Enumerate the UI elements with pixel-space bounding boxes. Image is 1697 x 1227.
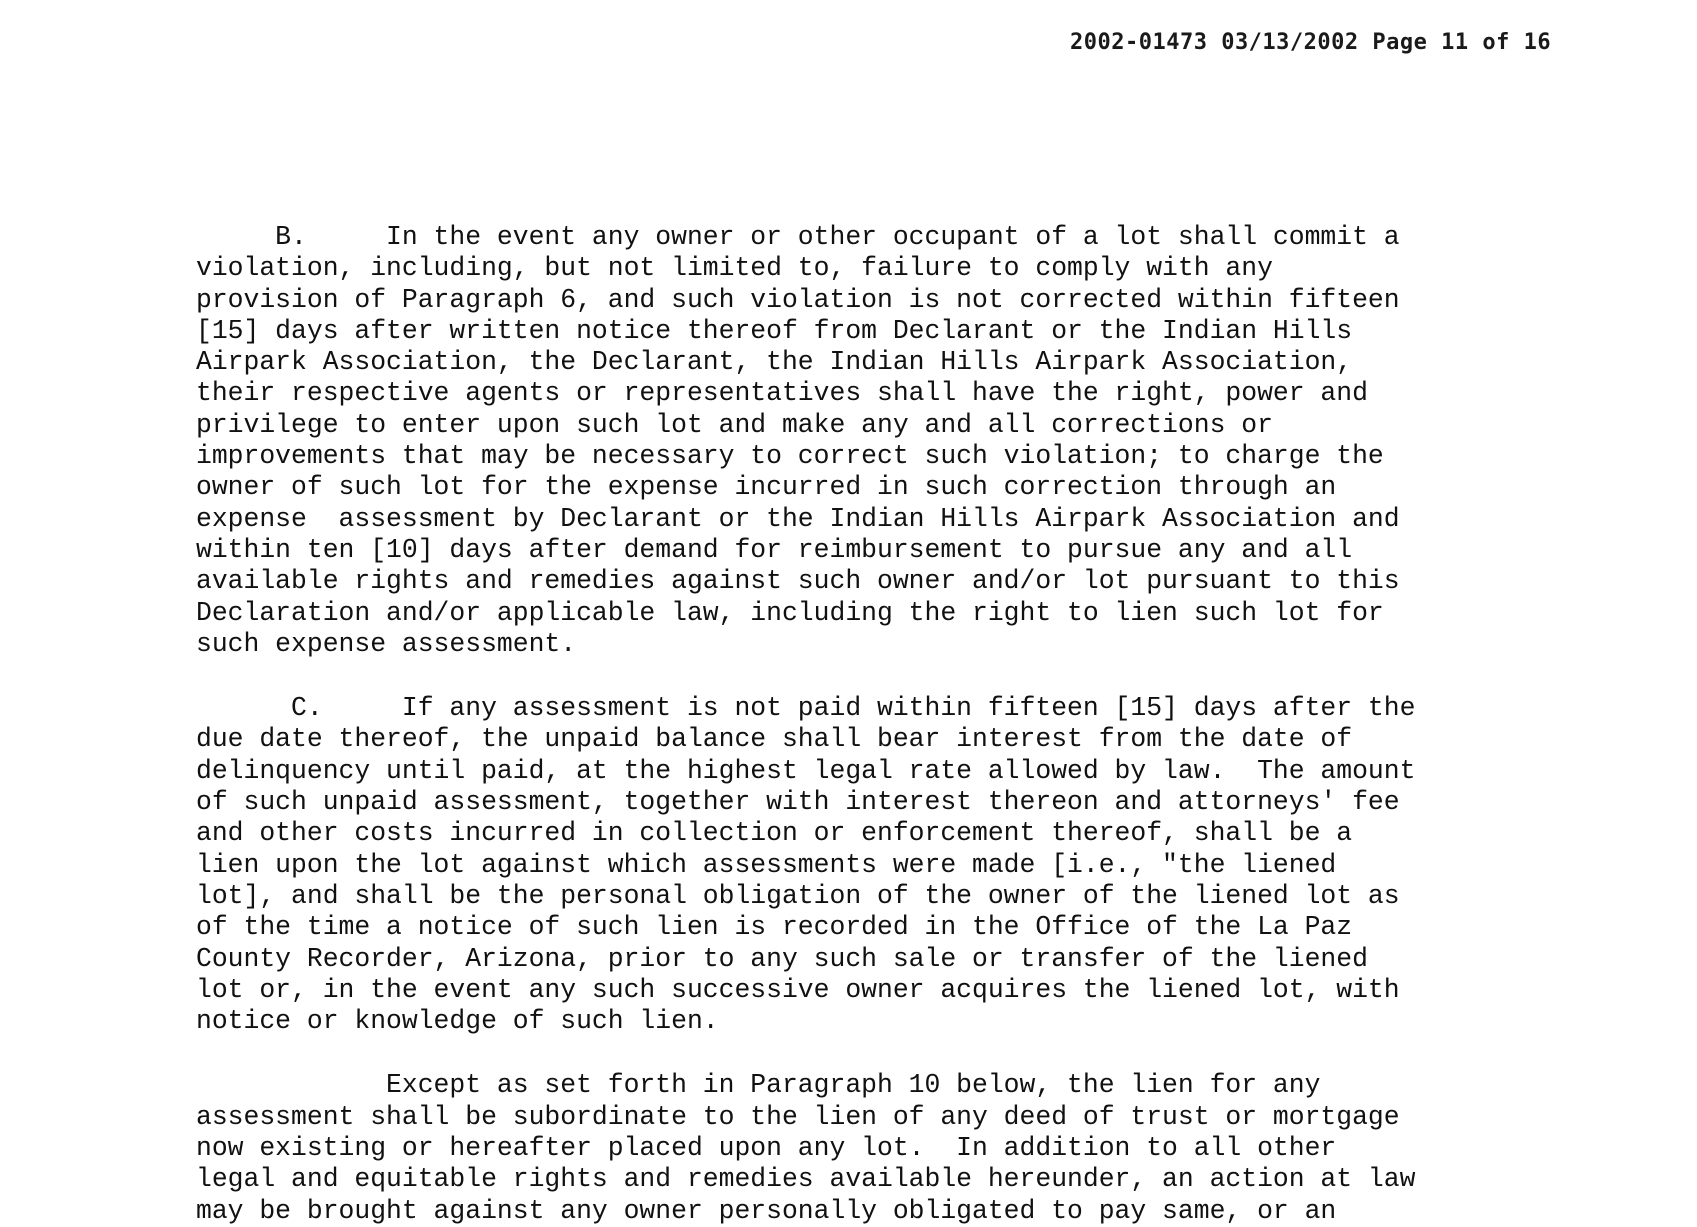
text-line: lien upon the lot against which assessments were made [i.e., "the liened: [196, 849, 1337, 880]
text-line: improvements that may be necessary to correct such violation; to charge the: [196, 441, 1384, 472]
paragraph-gap: [196, 1037, 1556, 1070]
text-line: assessment shall be subordinate to the lien of any deed of trust or mortgage: [196, 1101, 1400, 1132]
text-line: may be brought against any owner personally obligated to pay same, or an: [196, 1195, 1337, 1226]
text-line: delinquency until paid, at the highest legal rate allowed by law. The amount: [196, 755, 1416, 786]
recording-header: 2002-01473 03/13/2002 Page 11 of 16: [1070, 30, 1552, 55]
text-line: such expense assessment.: [196, 628, 577, 659]
text-line: Declaration and/or applicable law, including the right to lien such lot for: [196, 597, 1384, 628]
paragraph-b: [196, 222, 1556, 660]
text-line: their respective agents or representatives shall have the right, power and: [196, 378, 1368, 409]
text-line: Except as set forth in Paragraph 10 below, the lien for any: [196, 1070, 1321, 1101]
text-line: privilege to enter upon such lot and make any and all corrections or: [196, 409, 1273, 440]
text-line: Airpark Association, the Declarant, the Indian Hills Airpark Association,: [196, 347, 1353, 378]
text-line: available rights and remedies against such owner and/or lot pursuant to this: [196, 566, 1400, 597]
paragraph-c-continued: [196, 1070, 1556, 1226]
text-line: owner of such lot for the expense incurred in such correction through an: [196, 472, 1337, 503]
text-line: provision of Paragraph 6, and such violation is not corrected within fifteen: [196, 284, 1400, 315]
text-line: lot], and shall be the personal obligation of the owner of the liened lot as: [196, 880, 1400, 911]
paragraph-c: [196, 693, 1556, 1037]
text-line: within ten [10] days after demand for reimbursement to pursue any and all: [196, 534, 1353, 565]
text-line: expense assessment by Declarant or the Indian Hills Airpark Association and: [196, 503, 1400, 534]
text-line: notice or knowledge of such lien.: [196, 1006, 719, 1037]
text-line: C. If any assessment is not paid within fifteen [15] days after the: [196, 693, 1416, 724]
text-line: now existing or hereafter placed upon any lot. In addition to all other: [196, 1133, 1337, 1164]
text-line: legal and equitable rights and remedies available hereunder, an action at law: [196, 1164, 1416, 1195]
text-line: due date thereof, the unpaid balance shall bear interest from the date of: [196, 724, 1353, 755]
text-line: County Recorder, Arizona, prior to any such sale or transfer of the liened: [196, 943, 1368, 974]
text-line: of the time a notice of such lien is recorded in the Office of the La Paz: [196, 912, 1353, 943]
text-line: and other costs incurred in collection or enforcement thereof, shall be a: [196, 818, 1353, 849]
text-line: B. In the event any owner or other occupant of a lot shall commit a: [196, 222, 1400, 252]
document-body: [196, 222, 1556, 1227]
text-line: [15] days after written notice thereof from Declarant or the Indian Hills: [196, 315, 1353, 346]
text-line: lot or, in the event any such successive owner acquires the liened lot, with: [196, 974, 1400, 1005]
paragraph-gap: [196, 660, 1556, 693]
text-line: of such unpaid assessment, together with interest thereon and attorneys' fee: [196, 787, 1400, 818]
text-line: violation, including, but not limited to, failure to comply with any: [196, 253, 1273, 284]
